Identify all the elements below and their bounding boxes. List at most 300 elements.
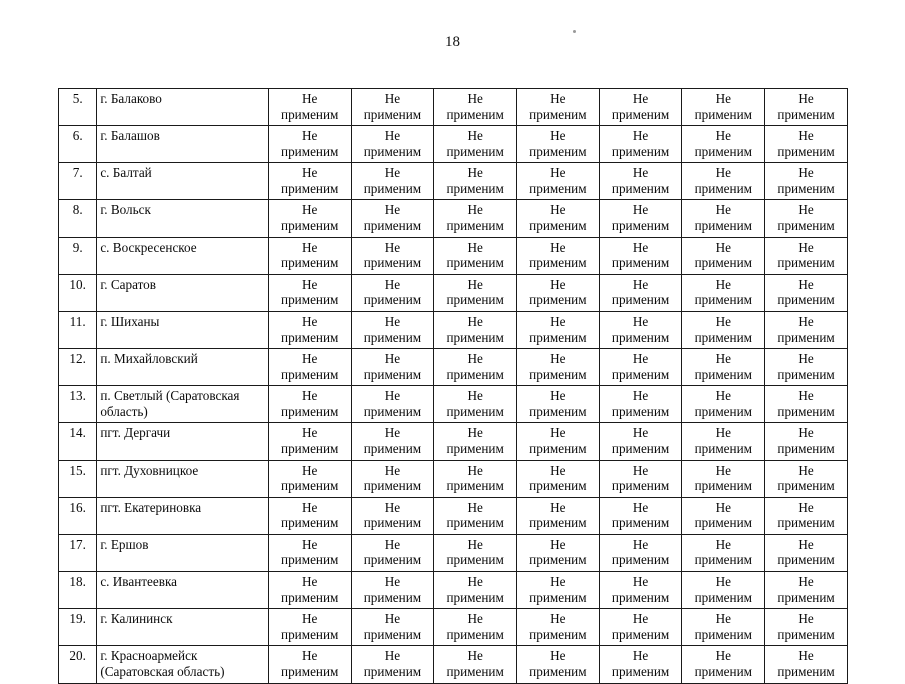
row-value-cell bbox=[268, 423, 351, 460]
value-line2: применим bbox=[281, 180, 339, 196]
value-line1: Не bbox=[632, 425, 649, 441]
settlement-name-line1: п. Светлый (Саратовская bbox=[100, 388, 240, 404]
row-value-cell bbox=[351, 609, 434, 646]
value-line2: применим bbox=[363, 218, 422, 234]
settlement-name-line1: с. Воскресенское bbox=[100, 239, 197, 255]
value-line2: применим bbox=[529, 663, 587, 679]
value-line1: Не bbox=[632, 536, 649, 552]
row-value-cell bbox=[765, 386, 848, 423]
value-line1: Не bbox=[550, 425, 566, 441]
row-settlement-name bbox=[97, 497, 269, 534]
value-line1: Не bbox=[302, 239, 318, 255]
row-value-cell bbox=[268, 572, 351, 609]
value-line2: применим bbox=[529, 180, 587, 196]
value-line1: Не bbox=[715, 202, 731, 218]
value-line1: Не bbox=[798, 351, 814, 367]
settlement-name-line1: с. Ивантеевка bbox=[100, 574, 178, 590]
row-value-cell bbox=[599, 311, 682, 348]
settlement-name-line1: п. Михайловский bbox=[100, 351, 198, 367]
value-line1: Не bbox=[715, 351, 731, 367]
value-line1: Не bbox=[715, 611, 731, 627]
value-line2: применим bbox=[363, 292, 422, 308]
table-body bbox=[59, 89, 848, 684]
row-number: 14. bbox=[59, 423, 97, 460]
row-value-cell bbox=[765, 237, 848, 274]
row-value-cell bbox=[765, 460, 848, 497]
settlement-name-line1: пгт. Духовницкое bbox=[100, 462, 199, 478]
row-number: 20. bbox=[59, 646, 97, 683]
row-value-cell bbox=[765, 126, 848, 163]
table-row bbox=[59, 497, 848, 534]
value-line1: Не bbox=[632, 388, 649, 404]
value-line2: применим bbox=[611, 329, 670, 345]
value-line2: применим bbox=[611, 292, 670, 308]
table-row bbox=[59, 237, 848, 274]
value-line1: Не bbox=[798, 611, 814, 627]
row-settlement-name bbox=[97, 386, 269, 423]
value-line2: применим bbox=[777, 403, 835, 419]
value-line2: применим bbox=[694, 403, 752, 419]
value-line2: применим bbox=[777, 218, 835, 234]
table-row bbox=[59, 311, 848, 348]
value-line2: применим bbox=[446, 626, 504, 642]
row-value-cell bbox=[599, 534, 682, 571]
value-line1: Не bbox=[798, 425, 814, 441]
value-line1: Не bbox=[384, 239, 401, 255]
value-line1: Не bbox=[384, 574, 401, 590]
value-line2: применим bbox=[777, 552, 835, 568]
value-line2: применим bbox=[281, 255, 339, 271]
table-row bbox=[59, 646, 848, 683]
row-number: 11. bbox=[59, 311, 97, 348]
value-line2: применим bbox=[777, 329, 835, 345]
row-settlement-name bbox=[97, 423, 269, 460]
row-value-cell bbox=[268, 349, 351, 386]
row-value-cell bbox=[682, 274, 765, 311]
value-line2: применим bbox=[611, 626, 670, 642]
row-value-cell bbox=[351, 311, 434, 348]
row-value-cell bbox=[517, 609, 600, 646]
value-line2: применим bbox=[529, 478, 587, 494]
table-row bbox=[59, 423, 848, 460]
row-value-cell bbox=[599, 646, 682, 683]
value-line2: применим bbox=[363, 403, 422, 419]
value-line1: Не bbox=[550, 202, 566, 218]
row-value-cell bbox=[434, 349, 517, 386]
value-line1: Не bbox=[550, 313, 566, 329]
value-line1: Не bbox=[550, 611, 566, 627]
row-value-cell bbox=[682, 237, 765, 274]
row-value-cell bbox=[599, 423, 682, 460]
row-value-cell bbox=[517, 311, 600, 348]
settlement-name-line1: г. Балаково bbox=[100, 91, 162, 106]
value-line1: Не bbox=[302, 574, 318, 590]
value-line1: Не bbox=[798, 128, 814, 144]
row-number: 12. bbox=[59, 349, 97, 386]
row-value-cell bbox=[599, 386, 682, 423]
row-value-cell bbox=[351, 497, 434, 534]
value-line1: Не bbox=[798, 462, 814, 478]
row-value-cell bbox=[599, 460, 682, 497]
value-line2: применим bbox=[446, 366, 504, 382]
value-line1: Не bbox=[302, 313, 318, 329]
value-line1: Не bbox=[384, 351, 401, 367]
value-line2: применим bbox=[777, 106, 835, 122]
value-line1: Не bbox=[798, 91, 814, 106]
value-line2: применим bbox=[694, 218, 752, 234]
value-line1: Не bbox=[384, 425, 401, 441]
value-line2: применим bbox=[694, 255, 752, 271]
row-value-cell bbox=[351, 349, 434, 386]
row-value-cell bbox=[351, 423, 434, 460]
value-line2: применим bbox=[611, 478, 670, 494]
value-line2: применим bbox=[694, 329, 752, 345]
value-line2: применим bbox=[363, 106, 422, 122]
row-value-cell bbox=[434, 311, 517, 348]
row-number: 19. bbox=[59, 609, 97, 646]
value-line1: Не bbox=[467, 388, 483, 404]
value-line2: применим bbox=[694, 292, 752, 308]
row-value-cell bbox=[517, 89, 600, 126]
settlement-name-line2: область) bbox=[100, 403, 148, 419]
value-line2: применим bbox=[611, 218, 670, 234]
table-row bbox=[59, 163, 848, 200]
row-value-cell bbox=[517, 237, 600, 274]
value-line2: применим bbox=[363, 143, 422, 159]
value-line1: Не bbox=[632, 91, 649, 106]
value-line1: Не bbox=[467, 239, 483, 255]
table-row bbox=[59, 274, 848, 311]
row-value-cell bbox=[517, 349, 600, 386]
value-line2: применим bbox=[777, 515, 835, 531]
value-line2: применим bbox=[281, 143, 339, 159]
row-value-cell bbox=[268, 311, 351, 348]
value-line2: применим bbox=[611, 180, 670, 196]
settlement-name-line2: (Саратовская область) bbox=[100, 663, 225, 679]
row-value-cell bbox=[268, 126, 351, 163]
value-line2: применим bbox=[446, 218, 504, 234]
row-number: 17. bbox=[59, 534, 97, 571]
settlement-name-line1: г. Балашов bbox=[100, 128, 160, 144]
row-value-cell bbox=[599, 126, 682, 163]
value-line2: применим bbox=[529, 255, 587, 271]
value-line1: Не bbox=[550, 165, 566, 181]
row-value-cell bbox=[268, 200, 351, 237]
value-line2: применим bbox=[446, 440, 504, 456]
value-line2: применим bbox=[363, 663, 422, 679]
value-line2: применим bbox=[529, 329, 587, 345]
value-line1: Не bbox=[302, 128, 318, 144]
value-line1: Не bbox=[550, 648, 566, 664]
row-value-cell bbox=[765, 609, 848, 646]
row-value-cell bbox=[434, 423, 517, 460]
value-line1: Не bbox=[384, 313, 401, 329]
row-value-cell bbox=[599, 274, 682, 311]
settlement-name-line1: г. Красноармейск bbox=[100, 648, 198, 664]
row-value-cell bbox=[517, 572, 600, 609]
value-line1: Не bbox=[550, 388, 566, 404]
row-value-cell bbox=[351, 200, 434, 237]
row-number: 9. bbox=[59, 237, 97, 274]
value-line1: Не bbox=[632, 276, 649, 292]
row-settlement-name bbox=[97, 311, 269, 348]
value-line2: применим bbox=[611, 255, 670, 271]
row-value-cell bbox=[517, 386, 600, 423]
row-value-cell bbox=[268, 237, 351, 274]
value-line2: применим bbox=[446, 403, 504, 419]
row-value-cell bbox=[599, 163, 682, 200]
value-line1: Не bbox=[302, 462, 318, 478]
value-line2: применим bbox=[694, 515, 752, 531]
value-line2: применим bbox=[281, 552, 339, 568]
row-value-cell bbox=[434, 274, 517, 311]
row-settlement-name bbox=[97, 89, 269, 126]
value-line1: Не bbox=[384, 536, 401, 552]
row-value-cell bbox=[765, 163, 848, 200]
value-line1: Не bbox=[384, 648, 401, 664]
row-value-cell bbox=[599, 497, 682, 534]
value-line1: Не bbox=[632, 313, 649, 329]
value-line1: Не bbox=[467, 462, 483, 478]
value-line2: применим bbox=[446, 106, 504, 122]
row-value-cell bbox=[682, 497, 765, 534]
value-line2: применим bbox=[363, 180, 422, 196]
row-value-cell bbox=[682, 386, 765, 423]
value-line2: применим bbox=[281, 440, 339, 456]
value-line2: применим bbox=[777, 589, 835, 605]
row-value-cell bbox=[599, 572, 682, 609]
value-line2: применим bbox=[694, 143, 752, 159]
value-line2: применим bbox=[611, 663, 670, 679]
value-line2: применим bbox=[529, 292, 587, 308]
row-value-cell bbox=[682, 609, 765, 646]
value-line1: Не bbox=[715, 462, 731, 478]
value-line2: применим bbox=[529, 403, 587, 419]
value-line1: Не bbox=[798, 202, 814, 218]
value-line1: Не bbox=[550, 128, 566, 144]
value-line1: Не bbox=[302, 611, 318, 627]
value-line2: применим bbox=[281, 626, 339, 642]
row-value-cell bbox=[765, 349, 848, 386]
value-line2: применим bbox=[363, 366, 422, 382]
value-line1: Не bbox=[715, 239, 731, 255]
settlement-name-line1: с. Балтай bbox=[100, 165, 152, 181]
value-line2: применим bbox=[446, 329, 504, 345]
value-line1: Не bbox=[302, 276, 318, 292]
value-line1: Не bbox=[715, 91, 731, 106]
row-value-cell bbox=[434, 89, 517, 126]
row-value-cell bbox=[268, 646, 351, 683]
row-value-cell bbox=[351, 126, 434, 163]
settlement-name-line1: г. Калининск bbox=[100, 611, 173, 627]
value-line2: применим bbox=[611, 366, 670, 382]
row-value-cell bbox=[682, 646, 765, 683]
row-value-cell bbox=[682, 423, 765, 460]
value-line1: Не bbox=[550, 536, 566, 552]
value-line2: применим bbox=[363, 552, 422, 568]
row-value-cell bbox=[351, 534, 434, 571]
value-line2: применим bbox=[777, 255, 835, 271]
settlement-name-line1: г. Шиханы bbox=[100, 313, 160, 329]
row-value-cell bbox=[517, 534, 600, 571]
row-value-cell bbox=[351, 572, 434, 609]
row-value-cell bbox=[434, 497, 517, 534]
row-number: 16. bbox=[59, 497, 97, 534]
value-line2: применим bbox=[777, 478, 835, 494]
value-line1: Не bbox=[302, 648, 318, 664]
value-line1: Не bbox=[632, 128, 649, 144]
row-value-cell bbox=[268, 89, 351, 126]
value-line2: применим bbox=[529, 218, 587, 234]
value-line2: применим bbox=[777, 180, 835, 196]
value-line2: применим bbox=[363, 440, 422, 456]
page-number: 18 bbox=[445, 34, 460, 50]
value-line2: применим bbox=[281, 292, 339, 308]
row-value-cell bbox=[765, 534, 848, 571]
row-value-cell bbox=[434, 572, 517, 609]
page-speck bbox=[573, 30, 576, 33]
row-value-cell bbox=[682, 534, 765, 571]
value-line2: применим bbox=[363, 626, 422, 642]
value-line1: Не bbox=[715, 313, 731, 329]
row-value-cell bbox=[517, 646, 600, 683]
value-line2: применим bbox=[446, 515, 504, 531]
value-line2: применим bbox=[446, 180, 504, 196]
value-line1: Не bbox=[467, 499, 483, 515]
value-line1: Не bbox=[798, 276, 814, 292]
value-line2: применим bbox=[611, 515, 670, 531]
value-line1: Не bbox=[384, 462, 401, 478]
row-value-cell bbox=[599, 89, 682, 126]
value-line1: Не bbox=[302, 499, 318, 515]
settlement-name-line1: г. Вольск bbox=[100, 202, 151, 218]
value-line2: применим bbox=[694, 589, 752, 605]
value-line2: применим bbox=[363, 589, 422, 605]
value-line1: Не bbox=[798, 536, 814, 552]
row-value-cell bbox=[765, 423, 848, 460]
value-line1: Не bbox=[467, 425, 483, 441]
row-settlement-name bbox=[97, 163, 269, 200]
value-line2: применим bbox=[694, 663, 752, 679]
value-line1: Не bbox=[384, 128, 401, 144]
row-number: 13. bbox=[59, 386, 97, 423]
value-line2: применим bbox=[529, 440, 587, 456]
row-value-cell bbox=[434, 460, 517, 497]
value-line2: применим bbox=[363, 255, 422, 271]
value-line2: применим bbox=[529, 106, 587, 122]
row-value-cell bbox=[268, 386, 351, 423]
value-line1: Не bbox=[715, 648, 731, 664]
row-value-cell bbox=[268, 460, 351, 497]
row-value-cell bbox=[434, 609, 517, 646]
value-line2: применим bbox=[529, 143, 587, 159]
row-value-cell bbox=[351, 89, 434, 126]
row-number: 7. bbox=[59, 163, 97, 200]
value-line1: Не bbox=[467, 313, 483, 329]
value-line2: применим bbox=[281, 366, 339, 382]
row-value-cell bbox=[434, 200, 517, 237]
value-line1: Не bbox=[632, 351, 649, 367]
table-row bbox=[59, 89, 848, 126]
value-line2: применим bbox=[363, 329, 422, 345]
row-value-cell bbox=[682, 311, 765, 348]
value-line2: применим bbox=[777, 292, 835, 308]
value-line1: Не bbox=[798, 574, 814, 590]
value-line1: Не bbox=[798, 499, 814, 515]
value-line2: применим bbox=[281, 589, 339, 605]
row-settlement-name bbox=[97, 349, 269, 386]
value-line2: применим bbox=[281, 106, 339, 122]
row-value-cell bbox=[599, 609, 682, 646]
value-line1: Не bbox=[715, 574, 731, 590]
row-value-cell bbox=[351, 646, 434, 683]
value-line1: Не bbox=[467, 536, 483, 552]
row-value-cell bbox=[517, 460, 600, 497]
value-line2: применим bbox=[694, 106, 752, 122]
value-line1: Не bbox=[798, 648, 814, 664]
row-value-cell bbox=[351, 386, 434, 423]
value-line1: Не bbox=[467, 202, 483, 218]
value-line1: Не bbox=[302, 425, 318, 441]
row-number: 8. bbox=[59, 200, 97, 237]
value-line1: Не bbox=[550, 462, 566, 478]
row-settlement-name bbox=[97, 126, 269, 163]
row-value-cell bbox=[682, 349, 765, 386]
row-value-cell bbox=[351, 163, 434, 200]
value-line2: применим bbox=[777, 143, 835, 159]
value-line1: Не bbox=[715, 425, 731, 441]
value-line1: Не bbox=[384, 611, 401, 627]
value-line1: Не bbox=[632, 648, 649, 664]
row-value-cell bbox=[517, 274, 600, 311]
value-line1: Не bbox=[467, 574, 483, 590]
row-settlement-name bbox=[97, 646, 269, 683]
value-line1: Не bbox=[550, 276, 566, 292]
value-line2: применим bbox=[777, 626, 835, 642]
value-line1: Не bbox=[550, 499, 566, 515]
value-line1: Не bbox=[798, 313, 814, 329]
value-line1: Не bbox=[550, 574, 566, 590]
value-line1: Не bbox=[384, 388, 401, 404]
table-row bbox=[59, 609, 848, 646]
value-line2: применим bbox=[281, 478, 339, 494]
value-line2: применим bbox=[611, 440, 670, 456]
value-line1: Не bbox=[632, 499, 649, 515]
value-line2: применим bbox=[694, 552, 752, 568]
value-line2: применим bbox=[529, 626, 587, 642]
value-line1: Не bbox=[302, 388, 318, 404]
row-value-cell bbox=[517, 200, 600, 237]
value-line2: применим bbox=[529, 366, 587, 382]
row-value-cell bbox=[682, 200, 765, 237]
value-line2: применим bbox=[363, 515, 422, 531]
value-line1: Не bbox=[632, 462, 649, 478]
value-line2: применим bbox=[777, 440, 835, 456]
row-value-cell bbox=[682, 126, 765, 163]
row-value-cell bbox=[434, 237, 517, 274]
row-value-cell bbox=[599, 237, 682, 274]
row-value-cell bbox=[434, 646, 517, 683]
value-line2: применим bbox=[281, 515, 339, 531]
table-row bbox=[59, 386, 848, 423]
value-line1: Не bbox=[384, 202, 401, 218]
row-settlement-name bbox=[97, 534, 269, 571]
row-value-cell bbox=[765, 572, 848, 609]
value-line2: применим bbox=[363, 478, 422, 494]
value-line1: Не bbox=[715, 499, 731, 515]
value-line1: Не bbox=[632, 574, 649, 590]
table-row bbox=[59, 534, 848, 571]
